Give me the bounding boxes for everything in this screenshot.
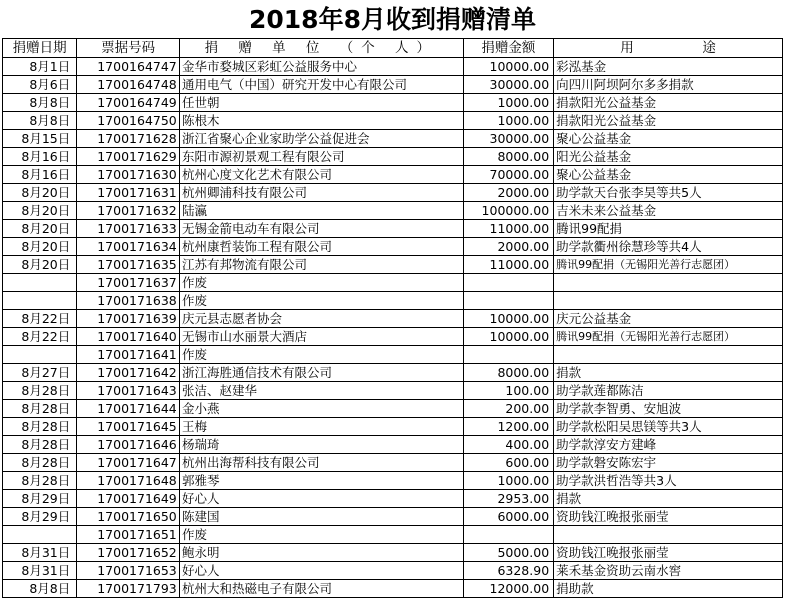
table-row xyxy=(3,364,783,382)
table-row xyxy=(3,274,783,292)
cell-date: 8月28日 xyxy=(3,436,77,454)
cell-date: 8月28日 xyxy=(3,382,77,400)
cell-use: 助学款磐安陈宏宇 xyxy=(554,454,783,472)
cell-unit: 任世朝 xyxy=(179,94,463,112)
cell-date: 8月28日 xyxy=(3,400,77,418)
cell-unit: 张洁、赵建华 xyxy=(179,382,463,400)
cell-use: 彩泓基金 xyxy=(554,58,783,76)
cell-receipt: 1700171648 xyxy=(77,472,180,490)
cell-use: 资助钱江晚报张丽莹 xyxy=(554,508,783,526)
table-row xyxy=(3,562,783,580)
cell-unit: 东阳市源初景观工程有限公司 xyxy=(179,148,463,166)
table-row xyxy=(3,202,783,220)
cell-unit: 陆瀛 xyxy=(179,202,463,220)
cell-use xyxy=(554,526,783,544)
cell-date: 8月20日 xyxy=(3,184,77,202)
cell-receipt: 1700171634 xyxy=(77,238,180,256)
cell-use: 吉米未来公益基金 xyxy=(554,202,783,220)
cell-amount: 2000.00 xyxy=(463,238,554,256)
table-row xyxy=(3,238,783,256)
table-row xyxy=(3,112,783,130)
cell-unit: 陈建国 xyxy=(179,508,463,526)
cell-unit: 通用电气（中国）研究开发中心有限公司 xyxy=(179,76,463,94)
cell-receipt: 1700171651 xyxy=(77,526,180,544)
cell-unit: 杨瑞琦 xyxy=(179,436,463,454)
cell-date: 8月22日 xyxy=(3,310,77,328)
table-row xyxy=(3,76,783,94)
cell-use: 庆元公益基金 xyxy=(554,310,783,328)
cell-amount: 5000.00 xyxy=(463,544,554,562)
cell-use: 腾讯99配捐 xyxy=(554,220,783,238)
cell-date: 8月6日 xyxy=(3,76,77,94)
cell-date: 8月16日 xyxy=(3,148,77,166)
cell-unit: 杭州心度文化艺术有限公司 xyxy=(179,166,463,184)
cell-date xyxy=(3,292,77,310)
cell-receipt: 1700171646 xyxy=(77,436,180,454)
cell-receipt: 1700164750 xyxy=(77,112,180,130)
cell-date: 8月8日 xyxy=(3,580,77,598)
cell-receipt: 1700171644 xyxy=(77,400,180,418)
cell-use: 莱禾基金资助云南水窖 xyxy=(554,562,783,580)
cell-date: 8月29日 xyxy=(3,508,77,526)
cell-use: 助学款莲都陈洁 xyxy=(554,382,783,400)
cell-amount: 10000.00 xyxy=(463,58,554,76)
cell-amount: 1200.00 xyxy=(463,418,554,436)
cell-receipt: 1700164749 xyxy=(77,94,180,112)
cell-date: 8月29日 xyxy=(3,490,77,508)
cell-date: 8月1日 xyxy=(3,58,77,76)
table-row xyxy=(3,382,783,400)
header-amount: 捐赠金额 xyxy=(463,39,554,58)
cell-use: 助学款松阳吴思镁等共3人 xyxy=(554,418,783,436)
table-row xyxy=(3,166,783,184)
donation-table xyxy=(2,38,783,598)
cell-receipt: 1700171630 xyxy=(77,166,180,184)
cell-unit: 王梅 xyxy=(179,418,463,436)
cell-unit: 杭州大和热磁电子有限公司 xyxy=(179,580,463,598)
cell-receipt: 1700171649 xyxy=(77,490,180,508)
cell-unit: 作废 xyxy=(179,526,463,544)
cell-amount: 1000.00 xyxy=(463,94,554,112)
header-receipt: 票据号码 xyxy=(77,39,180,58)
cell-date: 8月28日 xyxy=(3,472,77,490)
cell-receipt: 1700171633 xyxy=(77,220,180,238)
table-row xyxy=(3,58,783,76)
cell-use: 助学款衢州徐慧珍等共4人 xyxy=(554,238,783,256)
cell-amount: 100000.00 xyxy=(463,202,554,220)
cell-amount: 30000.00 xyxy=(463,76,554,94)
cell-unit: 杭州康哲装饰工程有限公司 xyxy=(179,238,463,256)
cell-receipt: 1700171638 xyxy=(77,292,180,310)
table-row xyxy=(3,328,783,346)
cell-unit: 好心人 xyxy=(179,490,463,508)
table-row xyxy=(3,346,783,364)
cell-amount: 1000.00 xyxy=(463,472,554,490)
cell-receipt: 1700171631 xyxy=(77,184,180,202)
cell-amount: 200.00 xyxy=(463,400,554,418)
cell-date: 8月20日 xyxy=(3,220,77,238)
cell-amount: 100.00 xyxy=(463,382,554,400)
cell-unit: 作废 xyxy=(179,274,463,292)
cell-use: 聚心公益基金 xyxy=(554,166,783,184)
cell-use: 助学款天台张李昊等共5人 xyxy=(554,184,783,202)
table-row xyxy=(3,436,783,454)
header-use xyxy=(554,39,783,58)
cell-unit: 郭雅琴 xyxy=(179,472,463,490)
cell-unit: 金华市婺城区彩虹公益服务中心 xyxy=(179,58,463,76)
cell-date: 8月27日 xyxy=(3,364,77,382)
table-row xyxy=(3,256,783,274)
cell-date xyxy=(3,346,77,364)
cell-receipt: 1700171652 xyxy=(77,544,180,562)
cell-amount xyxy=(463,346,554,364)
cell-use: 捐款 xyxy=(554,490,783,508)
cell-amount: 30000.00 xyxy=(463,130,554,148)
cell-use: 向四川阿坝阿尔多多捐款 xyxy=(554,76,783,94)
cell-date xyxy=(3,274,77,292)
cell-amount: 8000.00 xyxy=(463,148,554,166)
table-row xyxy=(3,508,783,526)
cell-unit: 作废 xyxy=(179,346,463,364)
table-row xyxy=(3,400,783,418)
cell-amount: 2953.00 xyxy=(463,490,554,508)
cell-use: 助学款洪哲浩等共3人 xyxy=(554,472,783,490)
cell-amount: 1000.00 xyxy=(463,112,554,130)
cell-date: 8月20日 xyxy=(3,238,77,256)
cell-use xyxy=(554,292,783,310)
cell-receipt: 1700171641 xyxy=(77,346,180,364)
cell-date: 8月28日 xyxy=(3,418,77,436)
header-unit: 捐 赠 单 位 （个 人） xyxy=(179,39,463,58)
cell-unit: 陈根木 xyxy=(179,112,463,130)
cell-use: 捐款阳光公益基金 xyxy=(554,112,783,130)
table-row xyxy=(3,580,783,598)
header-date: 捐赠日期 xyxy=(3,39,77,58)
cell-amount xyxy=(463,292,554,310)
cell-date: 8月22日 xyxy=(3,328,77,346)
cell-amount: 400.00 xyxy=(463,436,554,454)
cell-use: 捐款 xyxy=(554,364,783,382)
cell-use: 腾讯99配捐（无锡阳光善行志愿团） xyxy=(554,328,783,346)
cell-receipt: 1700171639 xyxy=(77,310,180,328)
cell-use: 助学款李智勇、安旭波 xyxy=(554,400,783,418)
cell-amount: 6328.90 xyxy=(463,562,554,580)
table-row xyxy=(3,220,783,238)
table-row xyxy=(3,184,783,202)
cell-receipt: 1700171647 xyxy=(77,454,180,472)
table-row xyxy=(3,94,783,112)
cell-amount: 10000.00 xyxy=(463,310,554,328)
cell-amount: 10000.00 xyxy=(463,328,554,346)
cell-receipt: 1700171632 xyxy=(77,202,180,220)
cell-unit: 作废 xyxy=(179,292,463,310)
cell-amount xyxy=(463,274,554,292)
cell-receipt: 1700171637 xyxy=(77,274,180,292)
cell-date xyxy=(3,526,77,544)
cell-receipt: 1700171645 xyxy=(77,418,180,436)
cell-receipt: 1700171643 xyxy=(77,382,180,400)
table-body xyxy=(3,58,783,598)
table-row xyxy=(3,310,783,328)
cell-amount: 11000.00 xyxy=(463,220,554,238)
cell-unit: 杭州出海帮科技有限公司 xyxy=(179,454,463,472)
cell-unit: 无锡市山水丽景大酒店 xyxy=(179,328,463,346)
cell-receipt: 1700164747 xyxy=(77,58,180,76)
cell-use: 资助钱江晚报张丽莹 xyxy=(554,544,783,562)
cell-amount: 600.00 xyxy=(463,454,554,472)
cell-receipt: 1700171650 xyxy=(77,508,180,526)
cell-date: 8月31日 xyxy=(3,544,77,562)
cell-unit: 杭州卿浦科技有限公司 xyxy=(179,184,463,202)
cell-date: 8月20日 xyxy=(3,256,77,274)
cell-date: 8月16日 xyxy=(3,166,77,184)
cell-receipt: 1700171642 xyxy=(77,364,180,382)
table-row xyxy=(3,292,783,310)
table-row xyxy=(3,418,783,436)
table-row xyxy=(3,148,783,166)
cell-receipt: 1700171653 xyxy=(77,562,180,580)
cell-use xyxy=(554,274,783,292)
table-row xyxy=(3,526,783,544)
cell-use: 捐助款 xyxy=(554,580,783,598)
cell-amount: 70000.00 xyxy=(463,166,554,184)
table-row xyxy=(3,490,783,508)
table-row xyxy=(3,544,783,562)
cell-unit: 江苏有邦物流有限公司 xyxy=(179,256,463,274)
cell-use: 聚心公益基金 xyxy=(554,130,783,148)
cell-unit: 好心人 xyxy=(179,562,463,580)
cell-amount: 2000.00 xyxy=(463,184,554,202)
cell-use: 阳光公益基金 xyxy=(554,148,783,166)
cell-receipt: 1700171628 xyxy=(77,130,180,148)
cell-amount: 8000.00 xyxy=(463,364,554,382)
cell-date: 8月15日 xyxy=(3,130,77,148)
cell-unit: 鲍永明 xyxy=(179,544,463,562)
cell-use xyxy=(554,346,783,364)
cell-unit: 浙江省聚心企业家助学公益促进会 xyxy=(179,130,463,148)
cell-receipt: 1700164748 xyxy=(77,76,180,94)
table-row xyxy=(3,454,783,472)
cell-date: 8月8日 xyxy=(3,112,77,130)
cell-date: 8月8日 xyxy=(3,94,77,112)
cell-unit: 金小燕 xyxy=(179,400,463,418)
cell-amount: 11000.00 xyxy=(463,256,554,274)
cell-amount: 6000.00 xyxy=(463,508,554,526)
table-header-row xyxy=(3,39,783,58)
cell-receipt: 1700171640 xyxy=(77,328,180,346)
table-row xyxy=(3,472,783,490)
cell-use: 腾讯99配捐（无锡阳光善行志愿团） xyxy=(554,256,783,274)
cell-date: 8月28日 xyxy=(3,454,77,472)
table-row xyxy=(3,130,783,148)
cell-use: 助学款淳安方建峰 xyxy=(554,436,783,454)
cell-amount: 12000.00 xyxy=(463,580,554,598)
cell-receipt: 1700171629 xyxy=(77,148,180,166)
cell-use: 捐款阳光公益基金 xyxy=(554,94,783,112)
page-title: 2018年8月收到捐赠清单 xyxy=(249,5,536,34)
cell-date: 8月20日 xyxy=(3,202,77,220)
cell-date: 8月31日 xyxy=(3,562,77,580)
header-use-text: 用 途 xyxy=(620,40,716,56)
cell-amount xyxy=(463,526,554,544)
cell-receipt: 1700171635 xyxy=(77,256,180,274)
cell-receipt: 1700171793 xyxy=(77,580,180,598)
cell-unit: 浙江海胜通信技术有限公司 xyxy=(179,364,463,382)
cell-unit: 无锡金箭电动车有限公司 xyxy=(179,220,463,238)
cell-unit: 庆元县志愿者协会 xyxy=(179,310,463,328)
